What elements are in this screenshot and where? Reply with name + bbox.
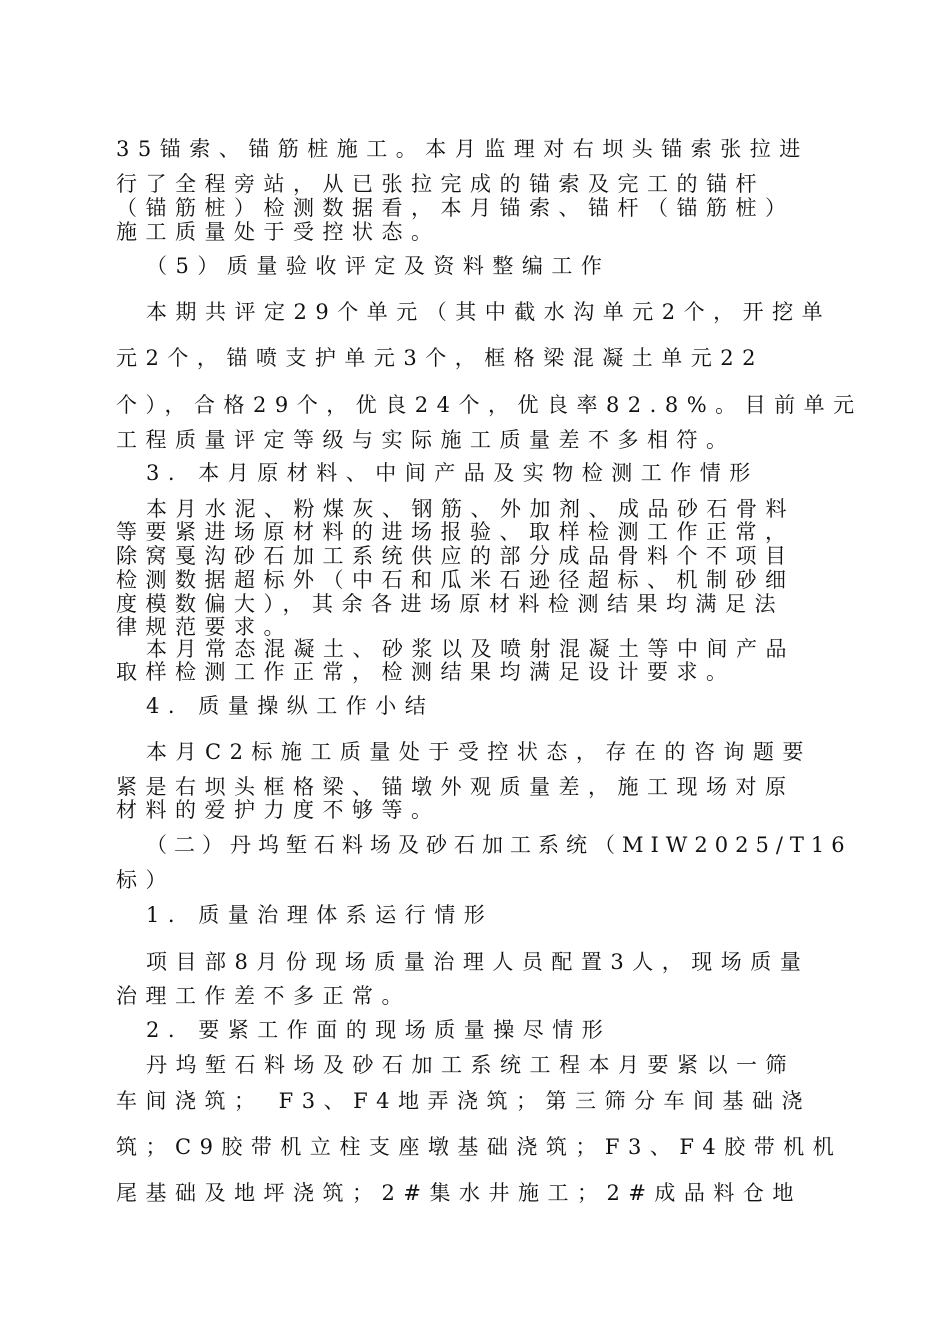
- text-line: 行了全程旁站，从已张拉完成的锚索及完工的锚杆: [116, 172, 765, 196]
- text-line: 治理工作差不多正常。: [116, 984, 411, 1008]
- text-line: 35锚索、锚筋桩施工。本月监理对右坝头锚索张拉进: [116, 137, 809, 161]
- text-line: 等要紧进场原材料的进场报验、取样检测工作正常，: [116, 520, 795, 544]
- text-line: 取样检测工作正常，检测结果均满足设计要求。: [116, 660, 736, 684]
- text-line: 筑；C9胶带机立柱支座墩基础浇筑；F3、F4胶带机机: [116, 1135, 843, 1159]
- text-line: 项目部8月份现场质量治理人员配置3人，现场质量: [146, 950, 810, 974]
- text-line: 标）: [116, 868, 175, 892]
- text-line: 检测数据超标外（中石和瓜米石逊径超标、机制砂细: [116, 568, 795, 592]
- text-line: 施工质量处于受控状态。: [116, 220, 441, 244]
- section-heading: 2. 要紧工作面的现场质量操尽情形: [146, 1018, 612, 1042]
- text-line: 个），合格29个，优良24个，优良率82.8%。目前单元: [116, 393, 863, 417]
- text-line: 度模数偏大），其余各进场原材料检测结果均满足法: [116, 592, 784, 616]
- text-line: 材料的爱护力度不够等。: [116, 798, 441, 822]
- text-line: 车间浇筑； F3、F4地弄浇筑；第三筛分车间基础浇: [116, 1089, 812, 1113]
- text-line: 本期共评定29个单元（其中截水沟单元2个，开挖单: [146, 300, 832, 324]
- text-line: 本月水泥、粉煤灰、钢筋、外加剂、成品砂石骨料: [146, 497, 795, 521]
- text-line: 工程质量评定等级与实际施工质量差不多相符。: [116, 428, 736, 452]
- section-heading: （5）质量验收评定及资料整编工作: [146, 254, 611, 278]
- text-line: 本月常态混凝土、砂浆以及喷射混凝土等中间产品: [146, 637, 795, 661]
- text-line: 律规范要求。: [116, 615, 293, 639]
- section-heading: 3. 本月原材料、中间产品及实物检测工作情形: [146, 461, 759, 485]
- text-line: 元2个，锚喷支护单元3个，框格梁混凝土单元22: [116, 346, 764, 370]
- text-line: 本月C2标施工质量处于受控状态，存在的咨询题要: [146, 740, 812, 764]
- text-line: 紧是右坝头框格梁、锚墩外观质量差，施工现场对原: [116, 775, 795, 799]
- text-line: 除窝戛沟砂石加工系统供应的部分成品骨料个不项目: [116, 544, 795, 568]
- section-heading: （二）丹坞堑石料场及砂石加工系统（MIW2025/T16: [146, 833, 852, 857]
- section-heading: 1. 质量治理体系运行情形: [146, 903, 494, 927]
- section-heading: 4. 质量操纵工作小结: [146, 694, 435, 718]
- text-line: 丹坞堑石料场及砂石加工系统工程本月要紧以一筛: [146, 1053, 795, 1077]
- text-line: 尾基础及地坪浇筑；2#集水井施工；2#成品料仓地: [116, 1181, 802, 1205]
- text-line: （锚筋桩）检测数据看，本月锚索、锚杆（锚筋桩）: [116, 196, 795, 220]
